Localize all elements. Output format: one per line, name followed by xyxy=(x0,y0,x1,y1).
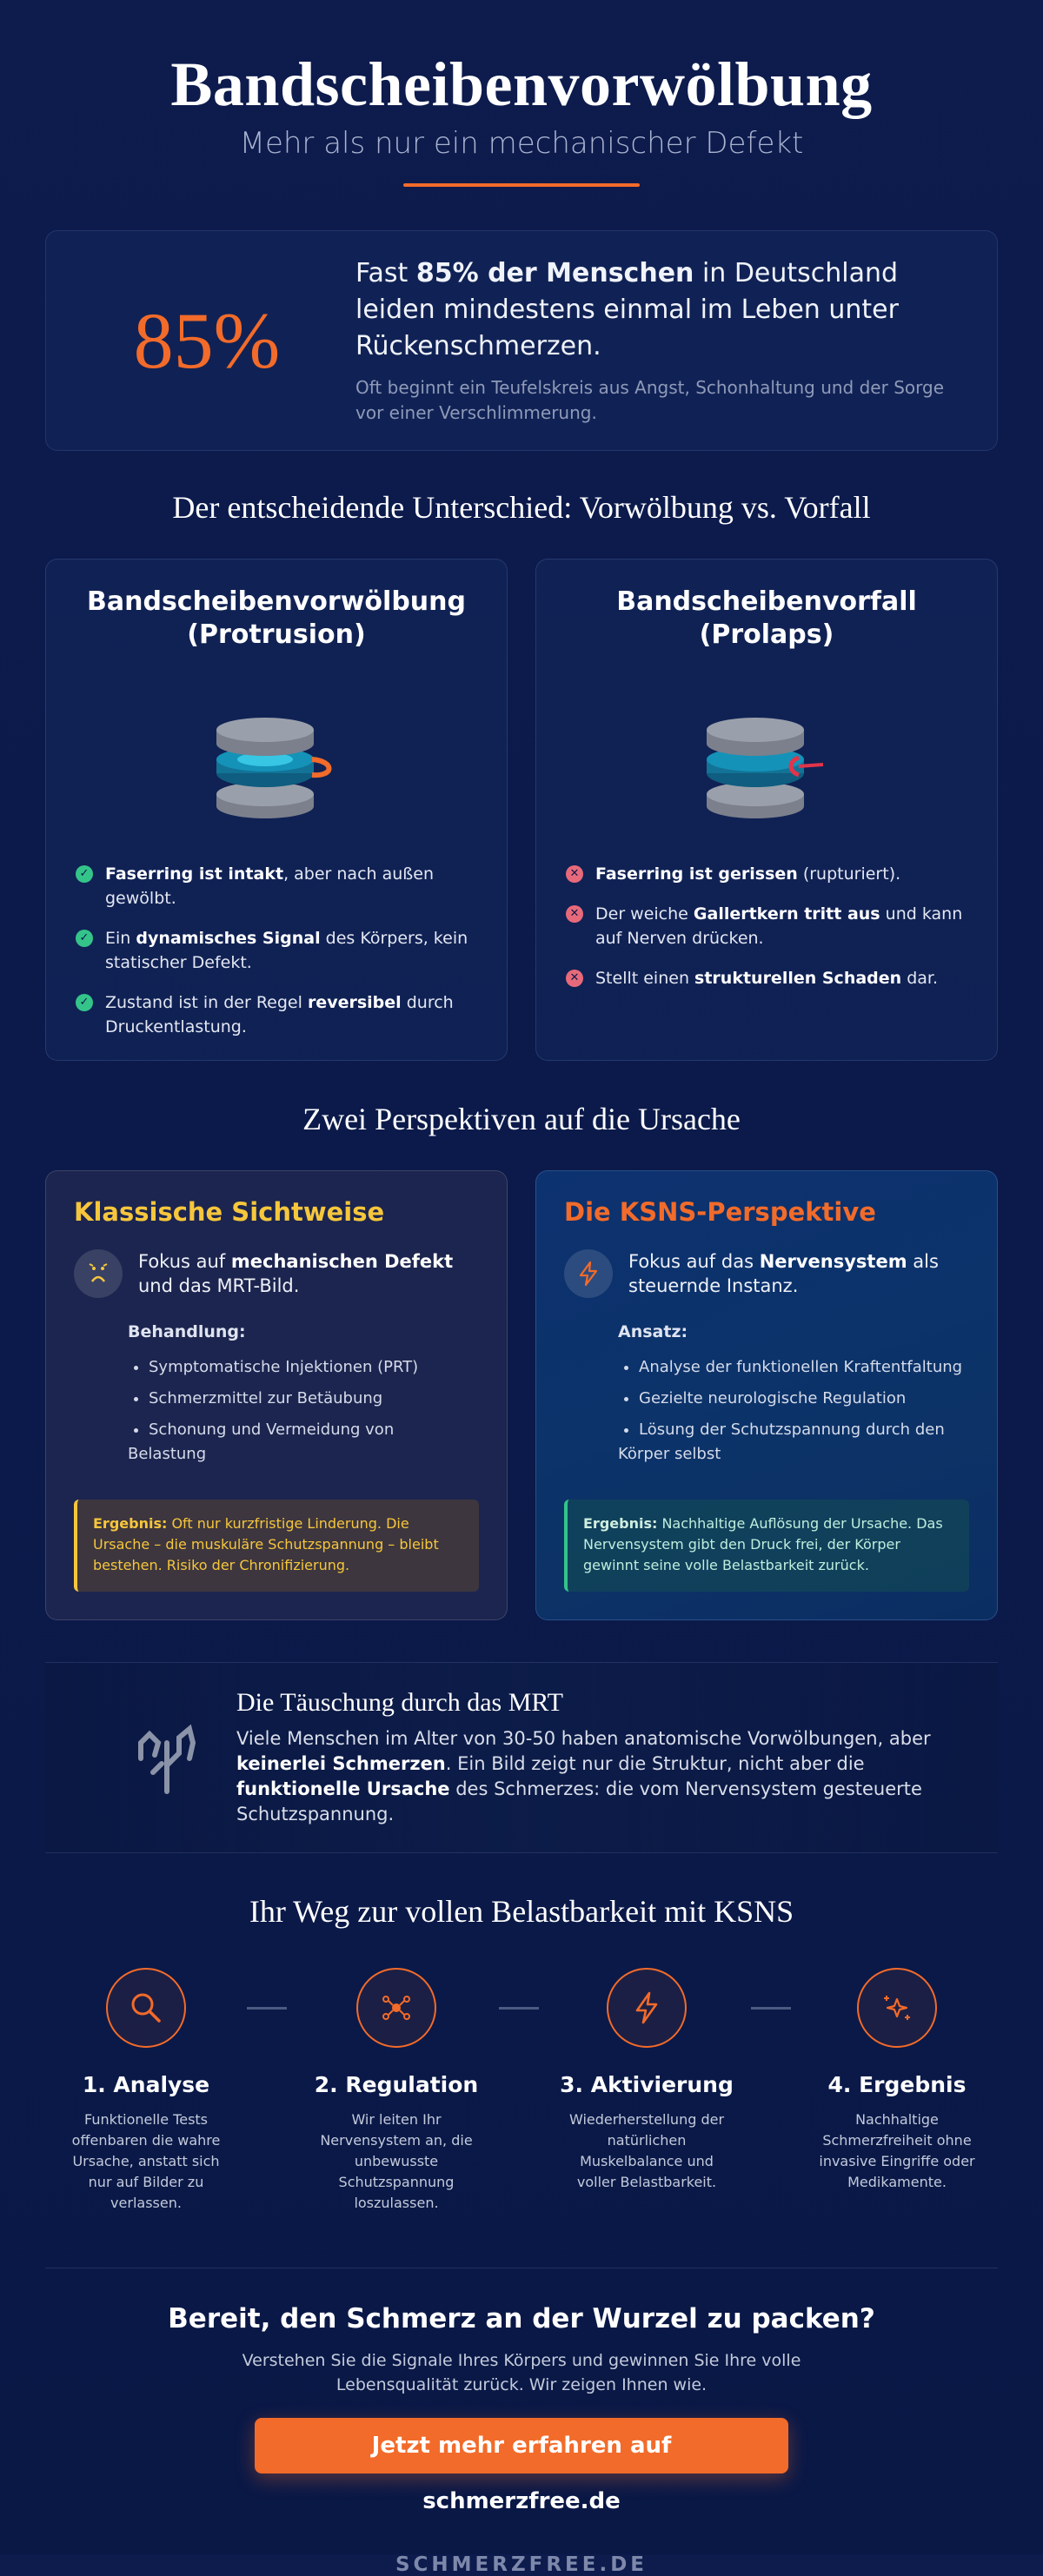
list-item: • Gezielte neurologische Regulation xyxy=(639,1387,969,1411)
step-title: 1. Analyse xyxy=(82,2072,210,2097)
list-item: ✓ Ein dynamisches Signal des Körpers, kein statischer Defekt. xyxy=(76,926,477,975)
page-subtitle: Mehr als nur ein mechanischer Defekt xyxy=(239,126,804,161)
step-title: 4. Ergebnis xyxy=(827,2072,967,2097)
list-item: • Lösung der Schutzspannung durch den xyxy=(639,1418,969,1442)
check-icon: ✓ xyxy=(76,994,93,1011)
sparkle-icon xyxy=(857,1968,937,2048)
classic-result: Ergebnis: Oft nur kurzfristige Linderung. Die Ursache – die muskuläre Schutzspannung – bleibt bestehen. Risiko der Chronifizierung. xyxy=(74,1500,479,1592)
check-icon: ✓ xyxy=(76,865,93,883)
list-item-continuation: Körper selbst xyxy=(618,1445,721,1463)
lightning-icon xyxy=(564,1249,613,1298)
step-title: 3. Aktivierung xyxy=(560,2072,734,2097)
ksns-card xyxy=(535,1170,998,1620)
classic-heading: Klassische Sichtweise xyxy=(74,1197,385,1227)
step-regulation xyxy=(296,1968,497,2214)
mrt-section xyxy=(45,1662,998,1853)
mrt-title: Die Täuschung durch das MRT xyxy=(236,1688,563,1717)
page-title: Bandscheibenvorwölbung xyxy=(170,50,873,119)
list-item: • Symptomatische Injektionen (PRT) xyxy=(149,1355,479,1380)
list-item: ✕ Faserring ist gerissen (rupturiert). xyxy=(566,862,967,886)
list-item: • Schmerzmittel zur Betäubung xyxy=(149,1387,479,1411)
step-text: Nachhaltige Schmerzfreiheit ohne invasive Eingriffe oder Medikamente. xyxy=(819,2111,975,2190)
footer-brand: SCHMERZFREE.DE xyxy=(395,2553,648,2576)
list-item: ✓ Faserring ist intakt, aber nach außen gewölbt. xyxy=(76,862,477,911)
list-item-continuation: Belastung xyxy=(128,1445,207,1463)
prolaps-title: Bandscheibenvorfall (Prolaps) xyxy=(616,586,917,650)
protrusion-disc-icon xyxy=(211,714,342,827)
header xyxy=(45,0,998,187)
cta-text: Verstehen Sie die Signale Ihres Körpers und gewinnen Sie Ihre volle Lebensqualität zurück. Wir zeigen Ihnen wie. xyxy=(242,2351,801,2394)
ksns-focus: Fokus auf das Nervensystem als steuernde Instanz. xyxy=(628,1251,939,1296)
compare-cards xyxy=(45,559,998,1061)
stat-note: Oft beginnt ein Teufelskreis aus Angst, Schonhaltung und der Sorge vor einer Verschlimmerung. xyxy=(355,377,944,423)
prolaps-disc-icon xyxy=(701,714,832,827)
step-ergebnis xyxy=(796,1968,998,2214)
ksns-label: Ansatz: xyxy=(618,1322,688,1341)
step-aktivierung xyxy=(546,1968,747,2214)
step-text: Wiederherstellung der natürlichen Muskelbalance und voller Belastbarkeit. xyxy=(568,2111,725,2190)
sad-face-icon xyxy=(74,1249,123,1298)
step-title: 2. Regulation xyxy=(314,2072,479,2097)
cta-title: Bereit, den Schmerz an der Wurzel zu packen? xyxy=(168,2303,875,2334)
step-connector xyxy=(751,2007,791,2010)
mrt-text: Viele Menschen im Alter von 30-50 haben anatomische Vorwölbungen, aber keinerlei Schmerzen. Ein Bild zeigt nur die Struktur, nicht aber die funktionelle Ursache des Schmerzes: die vom Nervensystem gesteuerte Schutzspannung. xyxy=(236,1728,931,1824)
ksns-heading: Die KSNS-Perspektive xyxy=(564,1197,876,1227)
stat-lead: Fast 85% der Menschen in Deutschland leiden mindestens einmal im Leben unter Rückenschmerzen. xyxy=(355,258,899,361)
stat-card xyxy=(45,230,998,451)
steps-section-title: Ihr Weg zur vollen Belastbarkeit mit KSNS xyxy=(249,1894,794,1929)
prolaps-card xyxy=(535,559,998,1061)
perspective-cards xyxy=(45,1170,998,1620)
search-icon xyxy=(106,1968,186,2048)
lightning-icon xyxy=(607,1968,687,2048)
stat-number: 85% xyxy=(133,296,281,385)
list-item: ✕ Der weiche Gallertkern tritt aus und kann auf Nerven drücken. xyxy=(566,902,967,950)
nerve-network-icon xyxy=(356,1968,436,2048)
check-icon: ✓ xyxy=(76,930,93,947)
cta-section xyxy=(45,2268,998,2512)
cross-icon: ✕ xyxy=(566,970,583,987)
ksns-result: Ergebnis: Nachhaltige Auflösung der Ursache. Das Nervensystem gibt den Druck frei, der Körper gewinnt seine volle Belastbarkeit zurück. xyxy=(564,1500,969,1592)
classic-label: Behandlung: xyxy=(128,1322,246,1341)
step-connector xyxy=(247,2007,287,2010)
list-item: ✕ Stellt einen strukturellen Schaden dar. xyxy=(566,966,967,990)
cta-button[interactable]: Jetzt mehr erfahren auf schmerzfree.de xyxy=(255,2418,788,2473)
perspectives-section-title: Zwei Perspektiven auf die Ursache xyxy=(302,1102,741,1136)
cross-icon: ✕ xyxy=(566,865,583,883)
protrusion-list xyxy=(76,862,477,1039)
mri-scan-icon xyxy=(132,1717,236,1798)
title-underline xyxy=(403,183,640,187)
step-text: Funktionelle Tests offenbaren die wahre Ursache, anstatt sich nur auf Bilder zu verlassen. xyxy=(71,2111,221,2211)
prolaps-list xyxy=(566,862,967,990)
steps-row xyxy=(45,1968,998,2214)
classic-focus: Fokus auf mechanischen Defekt und das MRT-Bild. xyxy=(138,1251,454,1296)
compare-section-title: Der entscheidende Unterschied: Vorwölbung vs. Vorfall xyxy=(172,490,871,525)
step-connector xyxy=(499,2007,539,2010)
list-item: • Analyse der funktionellen Kraftentfaltung xyxy=(639,1355,969,1380)
protrusion-title: Bandscheibenvorwölbung (Protrusion) xyxy=(87,586,466,650)
step-text: Wir leiten Ihr Nervensystem an, die unbewusste Schutzspannung loszulassen. xyxy=(320,2111,473,2211)
protrusion-card xyxy=(45,559,508,1061)
list-item: • Schonung und Vermeidung von xyxy=(149,1418,479,1442)
classic-card xyxy=(45,1170,508,1620)
cross-icon: ✕ xyxy=(566,905,583,923)
step-analyse xyxy=(45,1968,247,2214)
list-item: ✓ Zustand ist in der Regel reversibel durch Druckentlastung. xyxy=(76,990,477,1039)
